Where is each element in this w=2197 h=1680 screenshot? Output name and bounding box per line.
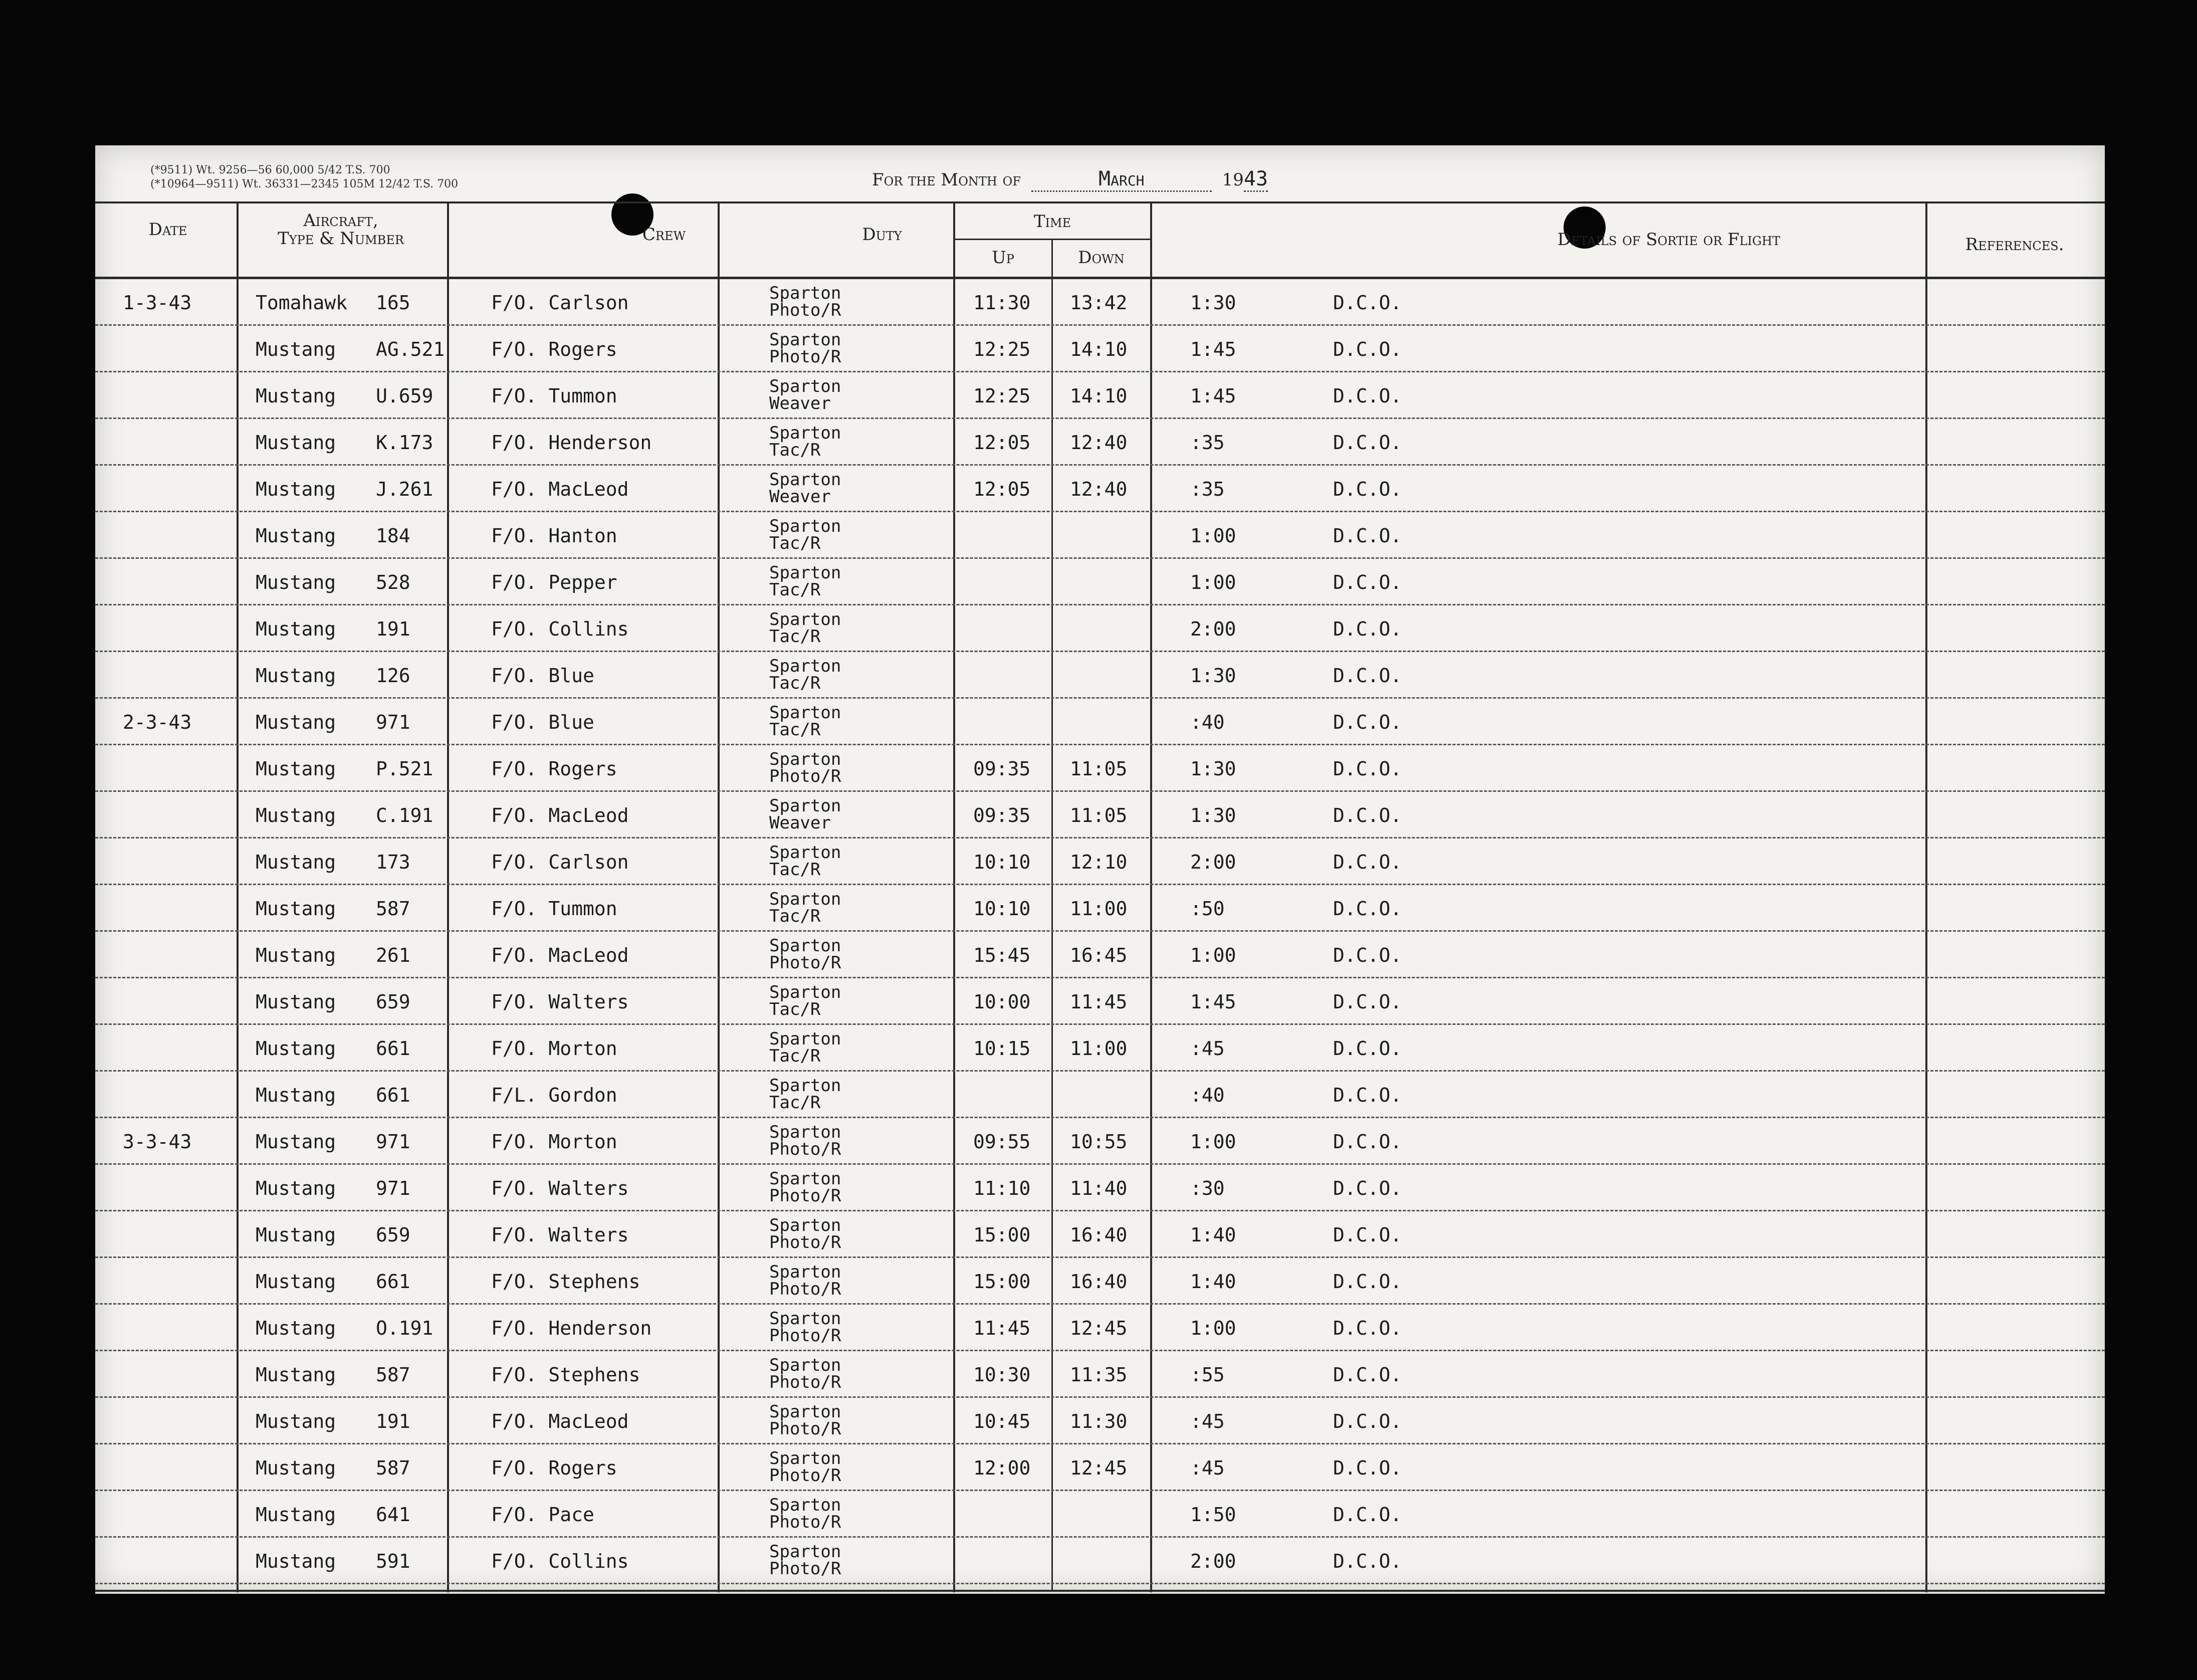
row-duration: 1:30 (1190, 804, 1236, 826)
row-divider (95, 1163, 2105, 1165)
row-duty: Sparton Weaver (769, 376, 841, 413)
row-duration: :40 (1190, 711, 1225, 733)
row-divider (95, 744, 2105, 745)
row-details: D.C.O. (1333, 898, 1402, 920)
row-down: 14:10 (1070, 338, 1128, 360)
row-down: 14:10 (1070, 385, 1128, 407)
row-duration: 1:00 (1190, 525, 1236, 547)
row-down: 11:45 (1070, 991, 1128, 1013)
row-down: 12:45 (1070, 1317, 1128, 1339)
row-down: 11:30 (1070, 1410, 1128, 1432)
header-crew: Crew (642, 225, 686, 245)
row-number: 528 (376, 571, 410, 593)
row-up: 10:10 (973, 851, 1031, 873)
row-down: 11:40 (1070, 1177, 1128, 1199)
row-crew: F/O. Pace (491, 1504, 594, 1526)
row-divider (95, 1443, 2105, 1444)
row-aircraft: Tomahawk (256, 292, 348, 314)
header-date: Date (148, 220, 187, 240)
row-date: 3-3-43 (123, 1131, 192, 1153)
row-details: D.C.O. (1333, 1457, 1402, 1479)
row-divider (95, 371, 2105, 372)
row-down: 11:00 (1070, 1037, 1128, 1060)
row-date: 2-3-43 (123, 711, 192, 733)
row-aircraft: Mustang (256, 1317, 336, 1339)
row-down: 11:35 (1070, 1364, 1128, 1386)
row-divider (95, 511, 2105, 512)
row-crew: F/O. Collins (491, 1550, 629, 1572)
row-divider (95, 1350, 2105, 1351)
row-details: D.C.O. (1333, 571, 1402, 593)
row-crew: F/O. Walters (491, 1177, 629, 1199)
row-crew: F/O. Carlson (491, 851, 629, 873)
row-details: D.C.O. (1333, 1504, 1402, 1526)
row-crew: F/O. Rogers (491, 338, 617, 360)
col-divider-date (237, 201, 239, 1592)
row-duty: Sparton Photo/R (769, 1495, 841, 1532)
row-duration: 1:30 (1190, 758, 1236, 780)
row-aircraft: Mustang (256, 1504, 336, 1526)
row-number: K.173 (376, 432, 433, 454)
row-duty: Sparton Tac/R (769, 982, 841, 1019)
row-duration: 1:00 (1190, 944, 1236, 966)
row-number: 661 (376, 1037, 410, 1060)
row-number: J.261 (376, 478, 433, 500)
row-duty: Sparton Photo/R (769, 330, 841, 367)
row-crew: F/O. Tummon (491, 898, 617, 920)
row-aircraft: Mustang (256, 525, 336, 547)
row-duty: Sparton Photo/R (769, 1448, 841, 1486)
row-crew: F/O. Collins (491, 618, 629, 640)
row-down: 10:55 (1070, 1131, 1128, 1153)
row-number: 165 (376, 292, 410, 314)
row-crew: F/O. Rogers (491, 758, 617, 780)
row-number: 184 (376, 525, 410, 547)
row-aircraft: Mustang (256, 385, 336, 407)
row-divider (95, 1070, 2105, 1072)
row-duration: 1:40 (1190, 1224, 1236, 1246)
table-top-border (95, 201, 2105, 203)
row-crew: F/L. Gordon (491, 1084, 617, 1106)
form-code-line-2: (*10964—9511) Wt. 36331—2345 105M 12/42 T.S. 700 (150, 178, 459, 190)
row-duty: Sparton Tac/R (769, 423, 841, 460)
row-aircraft: Mustang (256, 571, 336, 593)
row-aircraft: Mustang (256, 711, 336, 733)
row-aircraft: Mustang (256, 478, 336, 500)
row-duty: Sparton Photo/R (769, 1215, 841, 1252)
row-duty: Sparton Photo/R (769, 1355, 841, 1392)
row-duty: Sparton Photo/R (769, 1122, 841, 1159)
row-details: D.C.O. (1333, 1037, 1402, 1060)
row-duration: 1:30 (1190, 665, 1236, 687)
row-divider (95, 1023, 2105, 1025)
row-down: 12:10 (1070, 851, 1128, 873)
row-details: D.C.O. (1333, 1084, 1402, 1106)
header-aircraft: Aircraft, Type & Number (278, 211, 404, 249)
row-aircraft: Mustang (256, 1271, 336, 1293)
header-details: Details of Sortie or Flight (1557, 230, 1781, 250)
row-duty: Sparton Tac/R (769, 1076, 841, 1113)
row-divider (95, 417, 2105, 419)
row-aircraft: Mustang (256, 991, 336, 1013)
row-divider (95, 1117, 2105, 1118)
row-aircraft: Mustang (256, 1131, 336, 1153)
row-duration: 2:00 (1190, 618, 1236, 640)
col-divider-aircraft (447, 201, 449, 1592)
row-up: 15:00 (973, 1224, 1031, 1246)
row-details: D.C.O. (1333, 944, 1402, 966)
row-details: D.C.O. (1333, 1317, 1402, 1339)
month-header (872, 167, 1268, 192)
row-details: D.C.O. (1333, 1364, 1402, 1386)
row-divider (95, 1536, 2105, 1538)
row-aircraft: Mustang (256, 898, 336, 920)
operations-record-sheet (95, 145, 2105, 1594)
row-number: C.191 (376, 804, 433, 826)
row-aircraft: Mustang (256, 432, 336, 454)
row-crew: F/O. Henderson (491, 1317, 652, 1339)
row-number: 173 (376, 851, 410, 873)
row-details: D.C.O. (1333, 711, 1402, 733)
row-duty: Sparton Weaver (769, 470, 841, 507)
row-number: 661 (376, 1084, 410, 1106)
row-duty: Sparton Photo/R (769, 1402, 841, 1439)
row-duration: 1:45 (1190, 385, 1236, 407)
row-up: 12:00 (973, 1457, 1031, 1479)
row-number: AG.521 (376, 338, 445, 360)
row-details: D.C.O. (1333, 338, 1402, 360)
row-details: D.C.O. (1333, 851, 1402, 873)
row-duration: 1:40 (1190, 1271, 1236, 1293)
row-duration: 1:45 (1190, 338, 1236, 360)
row-number: 587 (376, 898, 410, 920)
row-up: 10:00 (973, 991, 1031, 1013)
row-duty: Sparton Tac/R (769, 656, 841, 693)
row-details: D.C.O. (1333, 1177, 1402, 1199)
row-up: 09:35 (973, 804, 1031, 826)
row-duty: Sparton Photo/R (769, 1542, 841, 1579)
row-divider (95, 930, 2105, 932)
row-crew: F/O. MacLeod (491, 478, 629, 500)
row-aircraft: Mustang (256, 758, 336, 780)
header-down: Down (1078, 248, 1125, 268)
row-details: D.C.O. (1333, 385, 1402, 407)
row-aircraft: Mustang (256, 1364, 336, 1386)
row-divider (95, 884, 2105, 885)
row-duration: :45 (1190, 1457, 1225, 1479)
row-duration: 2:00 (1190, 1550, 1236, 1572)
row-divider (95, 790, 2105, 792)
row-duration: :45 (1190, 1037, 1225, 1060)
row-up: 12:05 (973, 432, 1031, 454)
row-number: 591 (376, 1550, 410, 1572)
row-number: 971 (376, 1131, 410, 1153)
row-aircraft: Mustang (256, 1410, 336, 1432)
row-up: 11:30 (973, 292, 1031, 314)
row-divider (95, 1256, 2105, 1258)
row-divider (95, 697, 2105, 699)
row-crew: F/O. Tummon (491, 385, 617, 407)
row-duty: Sparton Photo/R (769, 936, 841, 973)
row-details: D.C.O. (1333, 432, 1402, 454)
row-number: 587 (376, 1364, 410, 1386)
row-crew: F/O. Walters (491, 1224, 629, 1246)
row-details: D.C.O. (1333, 1224, 1402, 1246)
row-down: 16:45 (1070, 944, 1128, 966)
row-duration: :50 (1190, 898, 1225, 920)
row-crew: F/O. MacLeod (491, 944, 629, 966)
row-up: 12:25 (973, 385, 1031, 407)
row-crew: F/O. Blue (491, 665, 594, 687)
row-down: 13:42 (1070, 292, 1128, 314)
row-divider (95, 1210, 2105, 1211)
row-details: D.C.O. (1333, 1410, 1402, 1432)
row-details: D.C.O. (1333, 758, 1402, 780)
row-divider (95, 651, 2105, 652)
row-up: 11:45 (973, 1317, 1031, 1339)
row-duration: 1:50 (1190, 1504, 1236, 1526)
row-aircraft: Mustang (256, 804, 336, 826)
row-aircraft: Mustang (256, 1457, 336, 1479)
row-aircraft: Mustang (256, 944, 336, 966)
year-prefix: 19 (1222, 170, 1244, 190)
row-up: 15:45 (973, 944, 1031, 966)
row-up: 10:45 (973, 1410, 1031, 1432)
row-details: D.C.O. (1333, 1550, 1402, 1572)
row-up: 10:15 (973, 1037, 1031, 1060)
form-code (150, 163, 458, 191)
row-number: 661 (376, 1271, 410, 1293)
row-up: 15:00 (973, 1271, 1031, 1293)
month-value: March (1031, 167, 1212, 192)
row-down: 11:05 (1070, 804, 1128, 826)
row-up: 10:10 (973, 898, 1031, 920)
col-divider-crew (718, 201, 720, 1592)
row-details: D.C.O. (1333, 525, 1402, 547)
row-up: 12:25 (973, 338, 1031, 360)
row-details: D.C.O. (1333, 991, 1402, 1013)
row-number: 191 (376, 1410, 410, 1432)
row-duration: :35 (1190, 478, 1225, 500)
col-divider-up (1051, 239, 1053, 1592)
row-number: 971 (376, 1177, 410, 1199)
row-aircraft: Mustang (256, 338, 336, 360)
row-divider (95, 1396, 2105, 1398)
row-divider (95, 1490, 2105, 1491)
row-up: 10:30 (973, 1364, 1031, 1386)
row-duration: 1:00 (1190, 1131, 1236, 1153)
row-down: 12:45 (1070, 1457, 1128, 1479)
row-number: 126 (376, 665, 410, 687)
row-down: 16:40 (1070, 1224, 1128, 1246)
row-crew: F/O. MacLeod (491, 804, 629, 826)
row-divider (95, 324, 2105, 326)
header-references: References. (1965, 235, 2064, 255)
row-duty: Sparton Tac/R (769, 703, 841, 740)
row-duty: Sparton Photo/R (769, 283, 841, 320)
row-number: P.521 (376, 758, 433, 780)
row-duration: 1:30 (1190, 292, 1236, 314)
row-date: 1-3-43 (123, 292, 192, 314)
row-duty: Sparton Tac/R (769, 889, 841, 926)
row-duration: :30 (1190, 1177, 1225, 1199)
row-aircraft: Mustang (256, 1037, 336, 1060)
row-up: 11:10 (973, 1177, 1031, 1199)
row-duty: Sparton Tac/R (769, 563, 841, 600)
row-duty: Sparton Tac/R (769, 843, 841, 880)
row-down: 11:00 (1070, 898, 1128, 920)
row-down: 16:40 (1070, 1271, 1128, 1293)
col-divider-details (1925, 201, 1927, 1592)
row-duration: 1:00 (1190, 571, 1236, 593)
row-divider (95, 977, 2105, 978)
row-up: 09:55 (973, 1131, 1031, 1153)
col-divider-duty (953, 201, 955, 1592)
row-down: 11:05 (1070, 758, 1128, 780)
table-bottom-border (95, 1590, 2105, 1592)
header-bottom-border (95, 277, 2105, 279)
row-crew: F/O. Walters (491, 991, 629, 1013)
row-aircraft: Mustang (256, 1177, 336, 1199)
row-crew: F/O. Morton (491, 1131, 617, 1153)
row-up: 09:35 (973, 758, 1031, 780)
row-duration: 1:45 (1190, 991, 1236, 1013)
row-details: D.C.O. (1333, 1271, 1402, 1293)
row-details: D.C.O. (1333, 478, 1402, 500)
row-crew: F/O. Blue (491, 711, 594, 733)
row-number: 641 (376, 1504, 410, 1526)
row-divider (95, 464, 2105, 466)
row-duty: Sparton Tac/R (769, 516, 841, 553)
row-aircraft: Mustang (256, 851, 336, 873)
row-divider (95, 557, 2105, 559)
row-duty: Sparton Tac/R (769, 609, 841, 647)
row-duration: :40 (1190, 1084, 1225, 1106)
row-crew: F/O. Morton (491, 1037, 617, 1060)
row-duration: 2:00 (1190, 851, 1236, 873)
row-divider (95, 1303, 2105, 1305)
row-details: D.C.O. (1333, 665, 1402, 687)
row-number: U.659 (376, 385, 433, 407)
row-aircraft: Mustang (256, 618, 336, 640)
header-up: Up (992, 248, 1014, 268)
row-duration: :45 (1190, 1410, 1225, 1432)
row-duty: Sparton Photo/R (769, 1309, 841, 1346)
row-number: O.191 (376, 1317, 433, 1339)
row-number: 261 (376, 944, 410, 966)
row-duty: Sparton Photo/R (769, 1262, 841, 1299)
row-crew: F/O. Rogers (491, 1457, 617, 1479)
row-down: 12:40 (1070, 478, 1128, 500)
row-crew: F/O. Pepper (491, 571, 617, 593)
row-aircraft: Mustang (256, 665, 336, 687)
row-crew: F/O. MacLeod (491, 1410, 629, 1432)
row-details: D.C.O. (1333, 292, 1402, 314)
row-number: 659 (376, 991, 410, 1013)
row-duty: Sparton Tac/R (769, 1029, 841, 1066)
row-duration: :35 (1190, 432, 1225, 454)
year-value: 43 (1244, 167, 1268, 192)
row-number: 191 (376, 618, 410, 640)
row-duty: Sparton Weaver (769, 796, 841, 833)
row-crew: F/O. Stephens (491, 1364, 640, 1386)
row-aircraft: Mustang (256, 1550, 336, 1572)
for-month-label: For the Month of (872, 170, 1021, 190)
row-divider (95, 1583, 2105, 1584)
row-duration: :55 (1190, 1364, 1225, 1386)
row-divider (95, 604, 2105, 605)
row-duty: Sparton Photo/R (769, 749, 841, 786)
row-down: 12:40 (1070, 432, 1128, 454)
row-divider (95, 837, 2105, 838)
header-time: Time (1033, 212, 1071, 232)
row-duty: Sparton Photo/R (769, 1169, 841, 1206)
row-number: 971 (376, 711, 410, 733)
row-crew: F/O. Hanton (491, 525, 617, 547)
row-aircraft: Mustang (256, 1224, 336, 1246)
form-code-line-1: (*9511) Wt. 9256—56 60,000 5/42 T.S. 700 (150, 164, 390, 176)
row-up: 12:05 (973, 478, 1031, 500)
row-details: D.C.O. (1333, 618, 1402, 640)
row-number: 659 (376, 1224, 410, 1246)
row-crew: F/O. Carlson (491, 292, 629, 314)
row-aircraft: Mustang (256, 1084, 336, 1106)
row-crew: F/O. Stephens (491, 1271, 640, 1293)
header-duty: Duty (862, 225, 902, 245)
col-divider-time (1150, 201, 1152, 1592)
row-number: 587 (376, 1457, 410, 1479)
row-details: D.C.O. (1333, 804, 1402, 826)
row-details: D.C.O. (1333, 1131, 1402, 1153)
row-duration: 1:00 (1190, 1317, 1236, 1339)
row-crew: F/O. Henderson (491, 432, 652, 454)
